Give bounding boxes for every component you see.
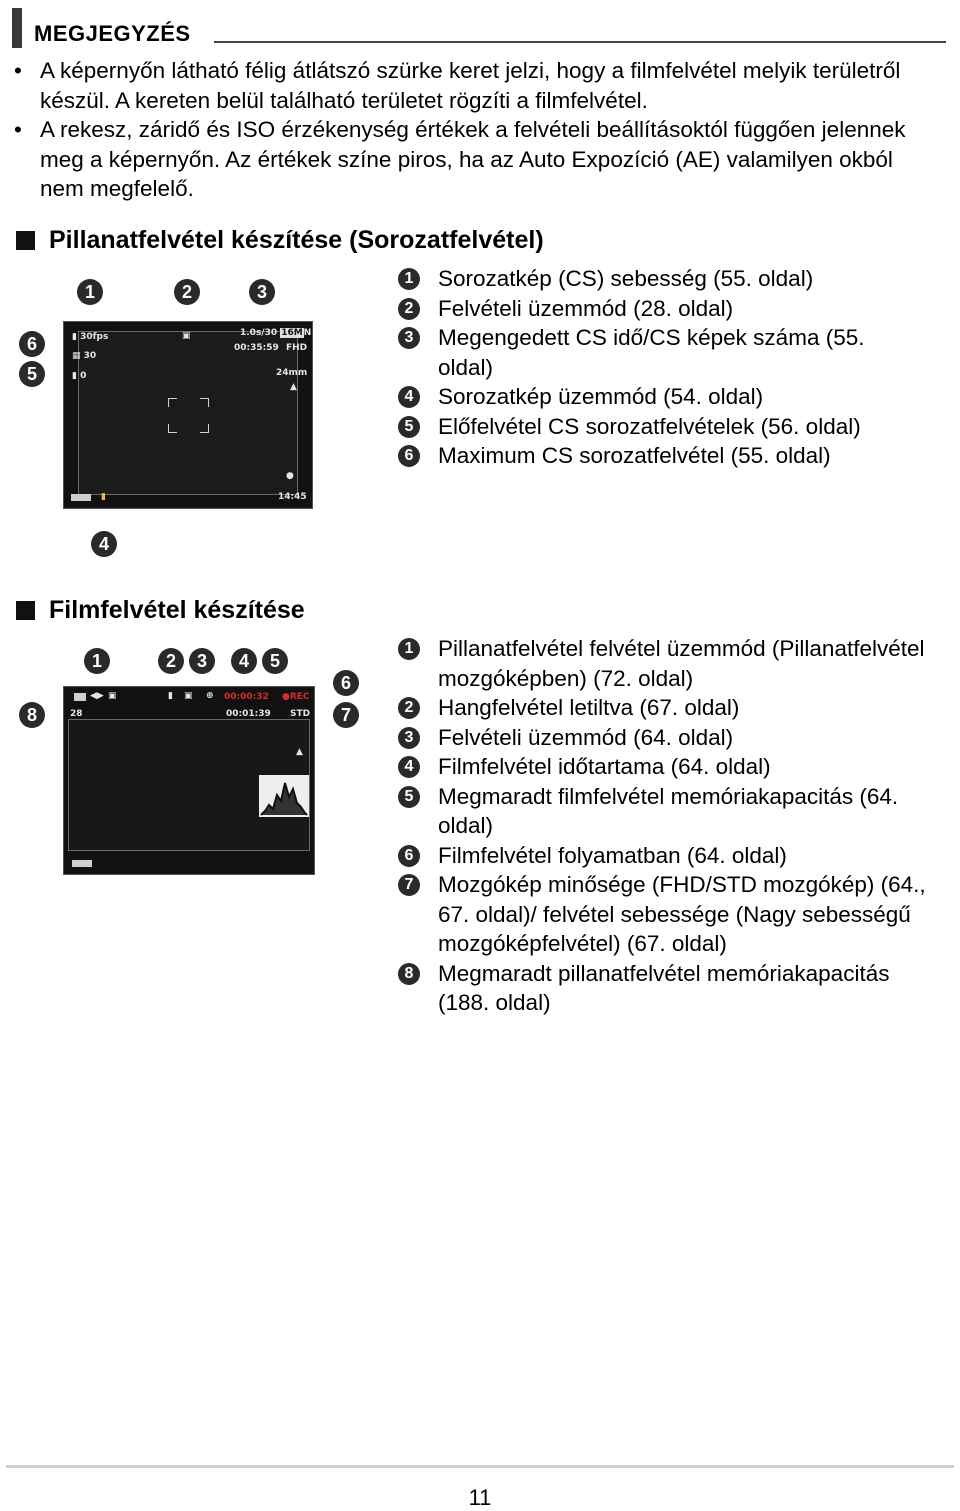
- legend-number: 2: [398, 298, 420, 320]
- time-readout: 00:35:59: [234, 343, 279, 353]
- callout-7: 7: [333, 702, 359, 728]
- focus-frame-corner: [168, 424, 177, 433]
- note-bullet: • A rekesz, záridő és ISO érzékenység értékek a felvételi beállításoktól függően jelennek meg a képernyőn. Az értékek színe piros, ha az Auto Expozíció (AE) valamilyen okból nem megfelelő.: [14, 115, 934, 204]
- note-bullet: • A képernyőn látható félig átlátszó szürke keret jelzi, hogy a filmfelvétel melyik területről készül. A kereten belül található területet rögzíti a filmfelvétel.: [14, 56, 934, 115]
- max-cs-readout: ▦ 30: [72, 351, 97, 361]
- legend-item: 7 Mozgókép minősége (FHD/STD mozgókép) (64., 67. oldal)/ felvétel sebessége (Nagy sebességű mozgóképfelvétel) (67. oldal): [398, 870, 938, 959]
- quality-readout: FHD: [286, 343, 308, 353]
- legend-item: 6 Maximum CS sorozatfelvétel (55. oldal): [398, 441, 868, 471]
- callout-2: 2: [158, 648, 184, 674]
- legend-list-burst: [398, 264, 868, 471]
- heading-square-icon: [16, 231, 35, 250]
- section-heading-burst: [16, 226, 544, 255]
- legend-number: 7: [398, 874, 420, 896]
- snapshot-mode-icon: [74, 693, 86, 701]
- heading-square-icon: [16, 601, 35, 620]
- shutter-count-readout: 1.0s/30 16MN: [240, 328, 312, 338]
- callout-5: 5: [19, 361, 45, 387]
- burst-mode-icon: ▮: [101, 492, 106, 502]
- histogram-graphic: [259, 775, 309, 817]
- stabilizer-icon: ▲: [290, 382, 297, 392]
- callout-6: 6: [19, 331, 45, 357]
- callout-1: 1: [77, 279, 103, 305]
- legend-item: 4 Sorozatkép üzemmód (54. oldal): [398, 382, 868, 412]
- legend-number: 5: [398, 416, 420, 438]
- callout-4: 4: [231, 648, 257, 674]
- recording-area-frame: [78, 331, 298, 495]
- callout-1: 1: [84, 648, 110, 674]
- legend-number: 4: [398, 386, 420, 408]
- record-mode-icon: ▣: [184, 691, 193, 701]
- legend-number: 6: [398, 845, 420, 867]
- section-heading-movie: [16, 596, 305, 625]
- legend-number: 8: [398, 963, 420, 985]
- callout-8: 8: [19, 702, 45, 728]
- legend-item: 2 Felvételi üzemmód (28. oldal): [398, 294, 868, 324]
- clock-readout: 14:45: [278, 492, 307, 502]
- callout-2: 2: [174, 279, 200, 305]
- legend-number: 1: [398, 268, 420, 290]
- legend-item: 8 Megmaradt pillanatfelvétel memóriakapacitás (188. oldal): [398, 959, 938, 1018]
- note-marker-bar: [12, 8, 22, 48]
- callout-4: 4: [91, 531, 117, 557]
- legend-number: 3: [398, 727, 420, 749]
- legend-number: 1: [398, 638, 420, 660]
- stabilizer-icon: ▲: [296, 747, 303, 757]
- battery-icon: [71, 494, 91, 501]
- focus-frame-corner: [200, 424, 209, 433]
- legend-number: 5: [398, 786, 420, 808]
- record-mode-icon: ▣: [182, 331, 191, 341]
- note-divider: [214, 41, 946, 43]
- shots-left-readout: 28: [70, 709, 83, 719]
- legend-number: 3: [398, 327, 420, 349]
- legend-number: 6: [398, 445, 420, 467]
- focus-frame-corner: [200, 398, 209, 407]
- prerecord-readout: ▮ 0: [72, 371, 87, 381]
- legend-list-movie: [398, 634, 938, 1018]
- section-heading-text: Pillanatfelvétel készítése (Sorozatfelvétel): [49, 226, 544, 254]
- callout-3: 3: [189, 648, 215, 674]
- callout-3: 3: [249, 279, 275, 305]
- battery-icon: [72, 860, 92, 867]
- audio-off-icon: ▮: [168, 691, 173, 701]
- legend-item: 2 Hangfelvétel letiltva (67. oldal): [398, 693, 938, 723]
- callout-6: 6: [333, 670, 359, 696]
- legend-item: 6 Filmfelvétel folyamatban (64. oldal): [398, 841, 938, 871]
- section-heading-text: Filmfelvétel készítése: [49, 596, 305, 624]
- legend-item: 5 Előfelvétel CS sorozatfelvételek (56. oldal): [398, 412, 868, 442]
- legend-item: 3 Felvételi üzemmód (64. oldal): [398, 723, 938, 753]
- zoom-icon: ⊕: [206, 691, 214, 701]
- elapsed-time-readout: 00:00:32: [224, 692, 269, 702]
- footer-divider: [6, 1465, 954, 1468]
- legend-item: 1 Pillanatfelvétel felvétel üzemmód (Pillanatfelvétel mozgóképben) (72. oldal): [398, 634, 938, 693]
- callout-5: 5: [262, 648, 288, 674]
- legend-item: 1 Sorozatkép (CS) sebesség (55. oldal): [398, 264, 868, 294]
- remaining-time-readout: 00:01:39: [226, 709, 271, 719]
- movie-mode-arrows-icon: ◀▶: [90, 691, 104, 701]
- note-title: MEGJEGYZÉS: [34, 21, 191, 46]
- page-number: 11: [468, 1485, 492, 1510]
- legend-item: 4 Filmfelvétel időtartama (64. oldal): [398, 752, 938, 782]
- legend-number: 4: [398, 756, 420, 778]
- eco-icon: ●: [286, 471, 294, 481]
- legend-item: 5 Megmaradt filmfelvétel memóriakapacitás (64. oldal): [398, 782, 938, 841]
- movie-quality-readout: STD: [290, 709, 311, 719]
- legend-number: 2: [398, 697, 420, 719]
- note-bullet-list: [14, 56, 934, 204]
- rec-indicator: ●REC: [282, 692, 310, 702]
- camera-screen-burst: [63, 321, 313, 509]
- focal-length-readout: 24mm: [276, 368, 308, 378]
- image-size-badge: 16M: [281, 328, 303, 338]
- legend-item: 3 Megengedett CS idő/CS képek száma (55. oldal): [398, 323, 868, 382]
- cs-speed-readout: ▮ 30fps: [72, 332, 109, 342]
- focus-frame-corner: [168, 398, 177, 407]
- snapshot-in-movie-icon: ▣: [108, 691, 117, 701]
- camera-screen-movie: [63, 686, 315, 875]
